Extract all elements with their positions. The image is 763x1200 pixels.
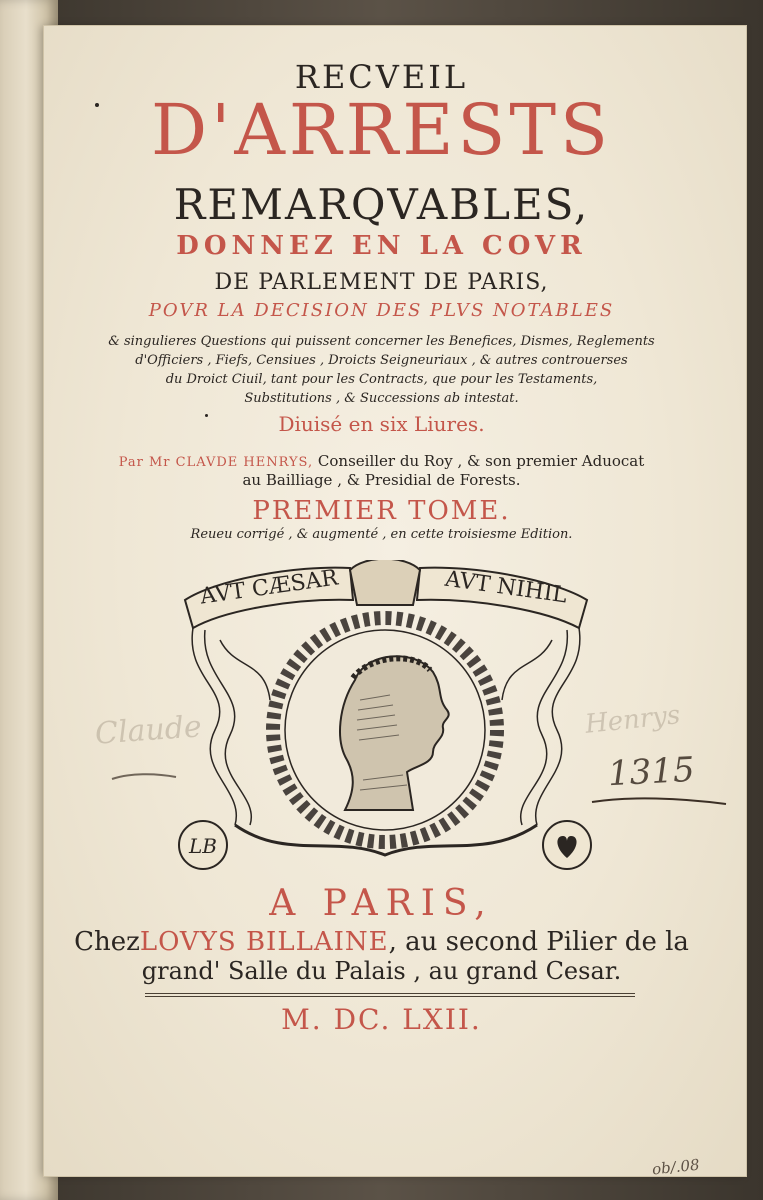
title-line-parlement: DE PARLEMENT DE PARIS, (214, 270, 549, 295)
crown-ornament (350, 560, 420, 605)
handwritten-stroke-left (110, 765, 180, 785)
faded-signature-left: Claude (93, 709, 203, 752)
imprint-city: A PARIS, (269, 883, 494, 924)
title-line-cour: DONNEZ EN LA COVR (176, 231, 587, 261)
handwritten-underline (590, 790, 730, 810)
monogram-text: LB (189, 834, 217, 858)
title-line-darrests: D'ARRESTS (150, 89, 613, 171)
edition-note: Reueu corrigé , & augmenté , en cette troisiesme Edition. (190, 527, 573, 542)
tome-label: PREMIER TOME. (252, 496, 511, 526)
motto-right: AVT NIHIL (443, 566, 569, 609)
author-title: Conseiller du Roy , & son premier Aduocat (317, 452, 645, 470)
title-line-recueil: RECVEIL (294, 58, 469, 96)
author-line-1 (0, 452, 763, 470)
ribbon-right (502, 628, 580, 825)
imprint-address: , au second Pilier de la (388, 927, 689, 957)
imprint-chez: Chez (74, 927, 140, 957)
corner-shelfmark: ob/.08 (651, 1155, 701, 1179)
handwritten-number: 1315 (607, 749, 696, 795)
description-line-3: du Droict Ciuil, tant pour les Contracts, que pour les Testaments, (165, 372, 598, 387)
title-line-remarquables: REMARQVABLES, (173, 180, 590, 229)
motto-left: AVT CÆSAR (198, 565, 340, 610)
imprint-address-line: grand' Salle du Palais , au grand Cesar. (141, 957, 622, 985)
imprint-publisher-line (0, 927, 763, 957)
author-name: Par Mr CLAVDE HENRYS, (118, 455, 314, 470)
divider-rule (145, 993, 635, 994)
printers-device-emblem (175, 560, 595, 880)
description-line-2: d'Officiers , Fiefs, Censiues , Droicts Seigneuriaux , & autres controuerses (135, 353, 628, 368)
ribbon-left (192, 628, 270, 825)
divider-rule (145, 996, 635, 997)
faded-signature-right: Henrys (583, 700, 682, 740)
title-line-decision: POVR LA DECISION DES PLVS NOTABLES (148, 300, 615, 321)
division-note: Diuisé en six Liures. (278, 412, 485, 436)
imprint-year: M. DC. LXII. (281, 1003, 482, 1036)
imprint-publisher: LOVYS BILLAINE (139, 927, 389, 957)
description-line-1: & singulieres Questions qui puissent concerner les Benefices, Dismes, Reglements (108, 334, 655, 349)
description-line-4: Substitutions , & Successions ab intestat. (244, 391, 519, 406)
author-line-2: au Bailliage , & Presidial de Forests. (242, 471, 521, 489)
